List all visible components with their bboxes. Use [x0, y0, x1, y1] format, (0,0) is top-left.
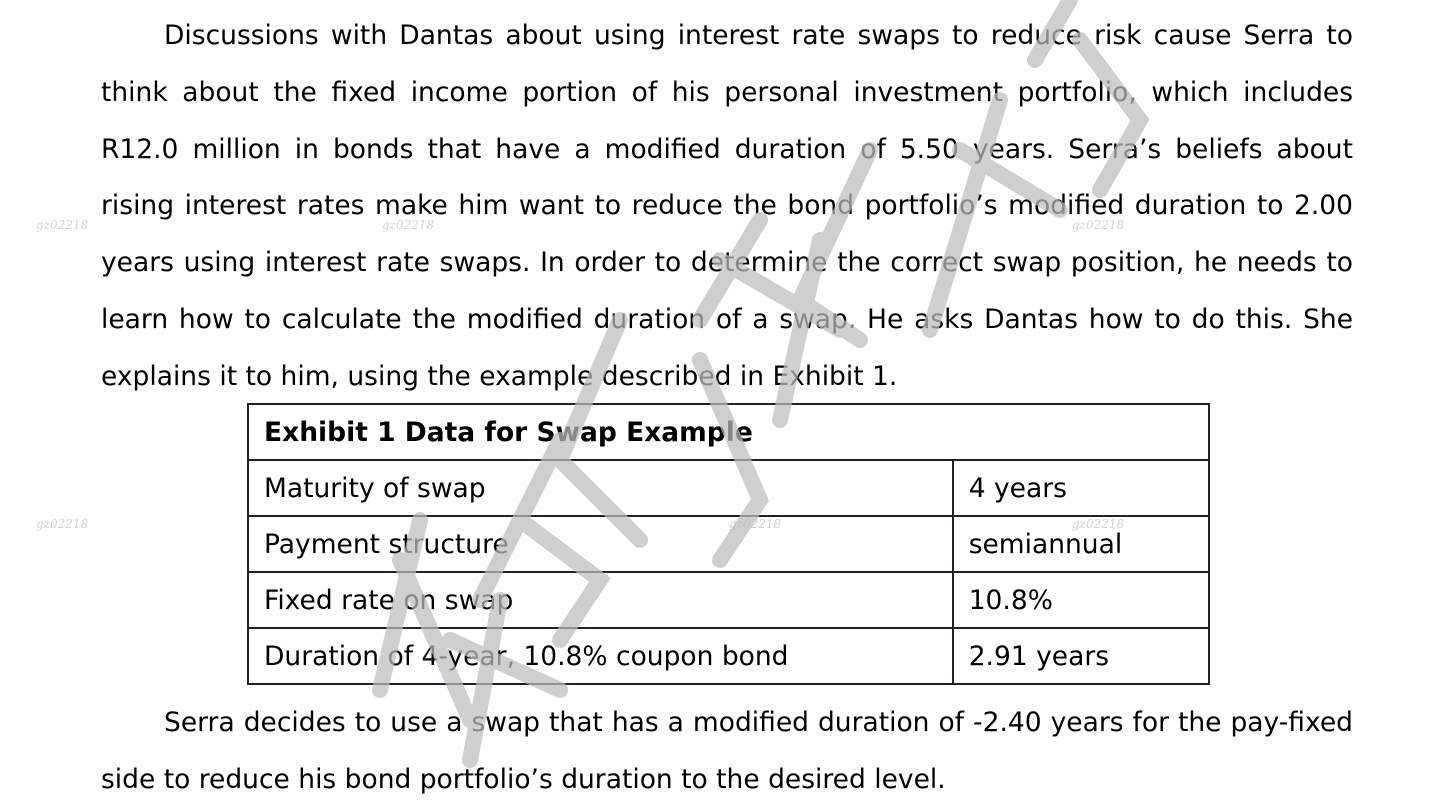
- exhibit-1-table: [247, 403, 1210, 685]
- row-value: 4 years: [953, 460, 1209, 516]
- conclusion-text: Serra decides to use a swap that has a modified duration of -2.40 years for the pay-fixed side to reduce his bond portfolio’s duration to the desired level.: [101, 707, 1353, 795]
- table-row: [248, 460, 1209, 516]
- exhibit-title: Exhibit 1 Data for Swap Example: [248, 404, 1209, 460]
- row-value: 10.8%: [953, 572, 1209, 628]
- row-label: Maturity of swap: [248, 460, 953, 516]
- watermark-tag: gz02218: [1072, 517, 1125, 531]
- intro-paragraph: [101, 8, 1353, 406]
- row-value: 2.91 years: [953, 628, 1209, 684]
- watermark-tag: gz02218: [1072, 218, 1125, 232]
- watermark-tag: gz02218: [382, 218, 435, 232]
- table-row: [248, 572, 1209, 628]
- row-label: Duration of 4-year, 10.8% coupon bond: [248, 628, 953, 684]
- row-label: Fixed rate on swap: [248, 572, 953, 628]
- intro-text: Discussions with Dantas about using interest rate swaps to reduce risk cause Serra to think about the fixed income portion of his personal investment portfolio, which includes R12.0 million in bonds that have a modified duration of 5.50 years. Serra’s beliefs about rising interest rates make him want to reduce the bond portfolio’s modified duration to 2.00 years using interest rate swaps. In order to determine the correct swap position, he needs to learn how to calculate the modified duration of a swap. He asks Dantas how to do this. She explains it to him, using the example described in Exhibit 1.: [101, 20, 1353, 392]
- conclusion-paragraph: [101, 695, 1353, 809]
- row-value: semiannual: [953, 516, 1209, 572]
- table-title-row: [248, 404, 1209, 460]
- watermark-tag: gz02218: [36, 218, 89, 232]
- watermark-tag: gz02218: [36, 517, 89, 531]
- row-label: Payment structure: [248, 516, 953, 572]
- table-row: [248, 628, 1209, 684]
- watermark-tag: gz02218: [729, 517, 782, 531]
